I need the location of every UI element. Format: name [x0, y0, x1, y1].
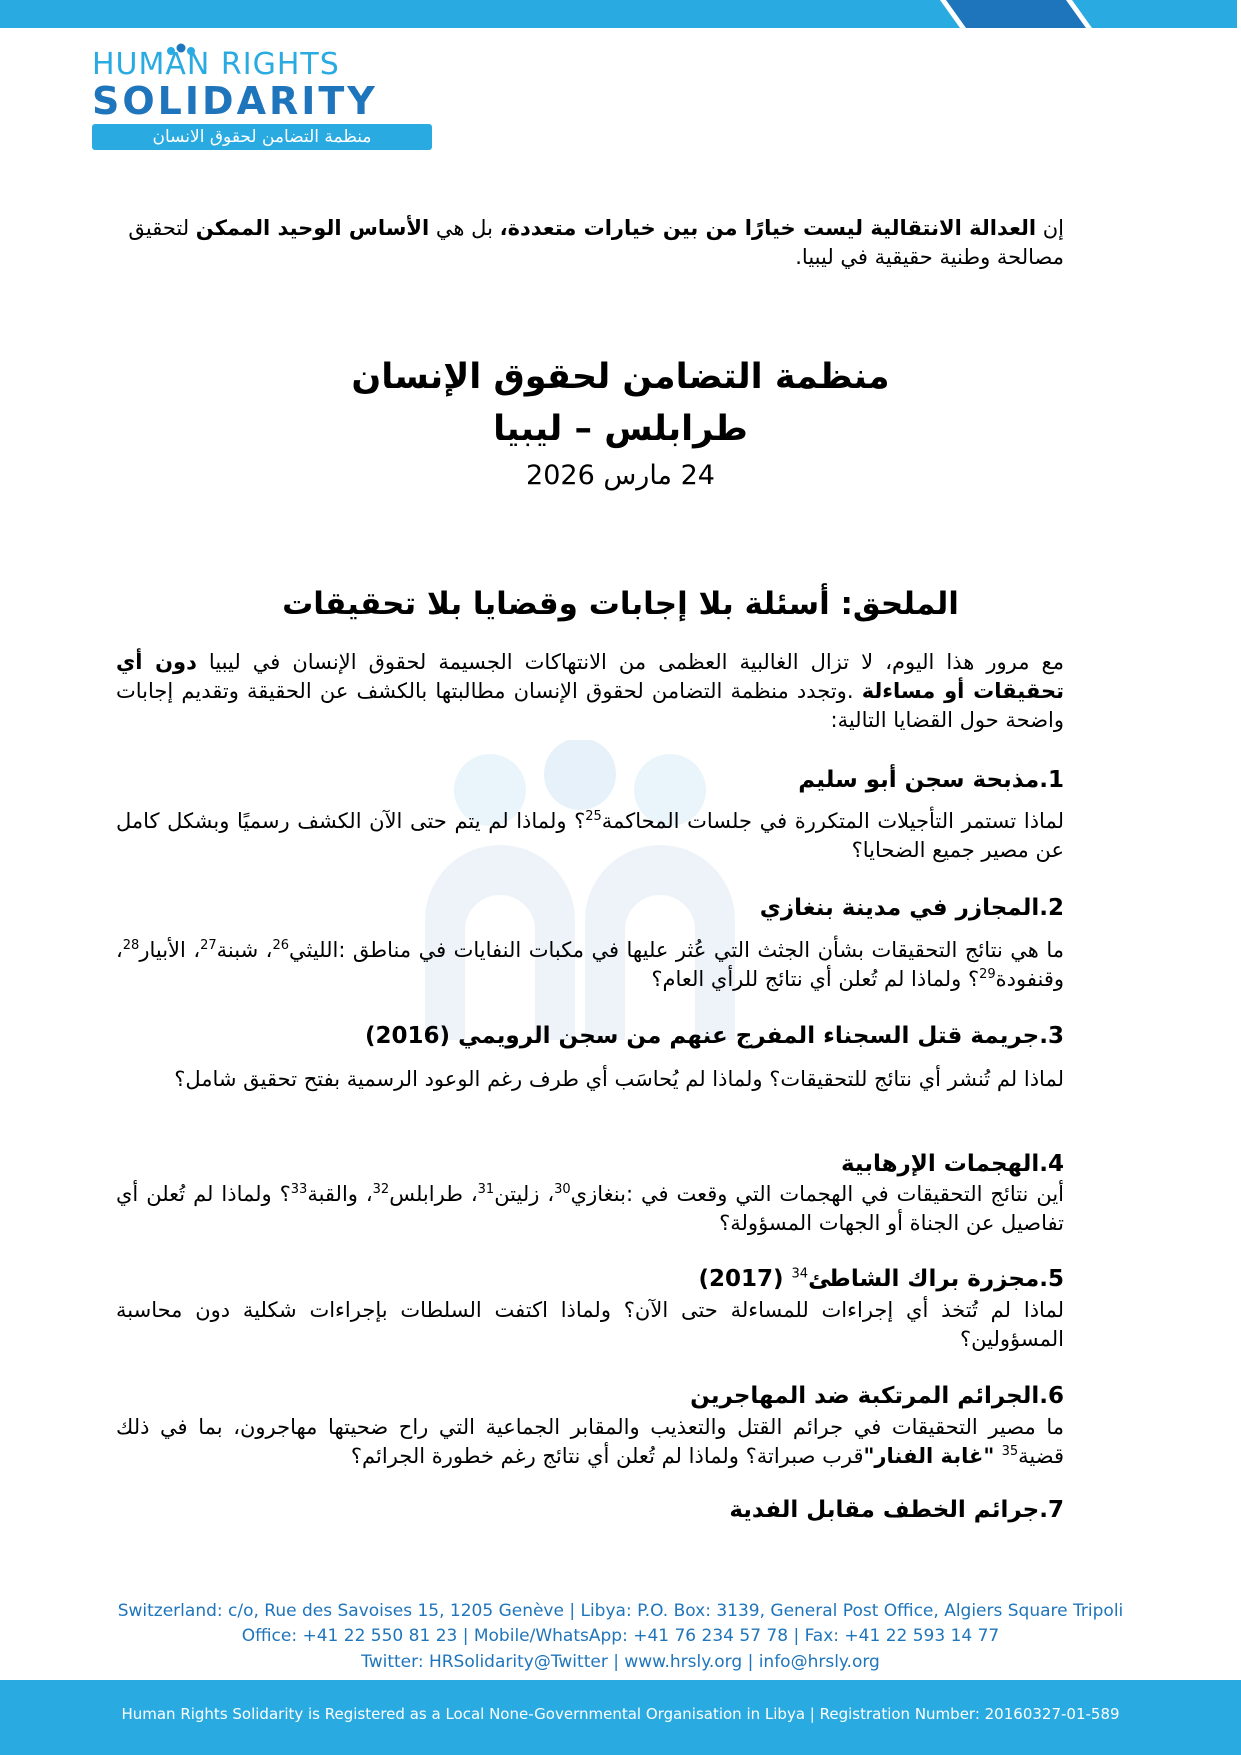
intro-bold-1: العدالة الانتقالية ليست خيارًا من بين خيارات متعددة، — [499, 216, 1037, 240]
footnote-ref[interactable]: 26 — [272, 938, 289, 953]
annex-lead-paragraph — [116, 648, 1064, 735]
footnote-ref[interactable]: 25 — [585, 809, 602, 824]
intro-statement — [116, 214, 1064, 272]
footnote-ref[interactable]: 27 — [200, 938, 217, 953]
footer-address: Switzerland: c/o, Rue des Savoises 15, 1205 Genève | Libya: P.O. Box: 3139, General Post Office, Algiers Square Tripoli — [117, 1601, 1124, 1621]
section-heading-text: 5.مجزرة براك الشاطئ — [808, 1266, 1064, 1292]
section-heading-6: 6.الجرائم المرتكبة ضد المهاجرين — [690, 1383, 1064, 1409]
logo-text-human-rights: HUMAN RIGHTS — [92, 47, 340, 82]
section-text: لماذا لم تُنشر أي نتائج للتحقيقات؟ ولماذا لم يُحاسَب أي طرف رغم الوعود الرسمية بفتح تحقيق شامل؟ — [174, 1067, 1064, 1091]
annex-title: الملحق: أسئلة بلا إجابات وقضايا بلا تحقيقات — [282, 586, 959, 622]
section-text: ، زليتن — [494, 1182, 555, 1206]
city-location: طرابلس – ليبيا — [493, 409, 748, 449]
section-body-5 — [116, 1296, 1064, 1354]
top-banner — [0, 0, 1241, 28]
footnote-ref[interactable]: 31 — [477, 1182, 495, 1197]
section-text: ، وقنفودة — [116, 938, 1064, 991]
footer-online-contacts: Twitter: HRSolidarity@Twitter | www.hrsly.org | info@hrsly.org — [361, 1652, 880, 1672]
lead-text-1: مع مرور هذا اليوم، لا تزال الغالبية العظمى من الانتهاكات الجسيمة لحقوق الإنسان في ليبيا — [208, 650, 1064, 674]
section-text: ؟ ولماذا لم يتم حتى الآن الكشف رسميًا وبشكل كامل عن مصير جميع الضحايا؟ — [116, 809, 1064, 862]
section-text: ، طرابلس — [389, 1182, 478, 1206]
section-text: ؟ ولماذا لم تُعلن أي تفاصيل عن الجناة أو الجهات المسؤولة؟ — [116, 1182, 1064, 1235]
intro-text-2: بل هي — [435, 216, 493, 240]
logo-text-solidarity: SOLIDARITY — [92, 79, 378, 123]
document-date: 24 مارس 2026 — [526, 460, 715, 491]
logo-arabic-tagline: منظمة التضامن لحقوق الانسان — [92, 124, 432, 150]
organization-name: منظمة التضامن لحقوق الإنسان — [351, 357, 890, 397]
registration-notice: Human Rights Solidarity is Registered as a Local None-Governmental Organisation in Libya | Registration Number: 20160327-01-589 — [121, 1705, 1120, 1723]
section-text: قرب صبراتة؟ ولماذا لم تُعلن أي نتائج رغم خطورة الجرائم؟ — [350, 1444, 864, 1468]
footnote-ref[interactable]: 29 — [979, 967, 996, 982]
footnote-ref[interactable]: 34 — [791, 1266, 809, 1282]
section-text: ، الأبيار — [139, 938, 201, 962]
section-text: لماذا تستمر التأجيلات المتكررة في جلسات المحاكمة — [601, 809, 1064, 833]
section-body-3 — [116, 1065, 1064, 1094]
footer-phones: Office: +41 22 550 81 23 | Mobile/WhatsApp: +41 76 234 57 78 | Fax: +41 22 593 14 77 — [241, 1626, 1000, 1646]
section-heading-5 — [116, 1263, 1064, 1295]
section-text: أين نتائج التحقيقات في الهجمات التي وقعت في :بنغازي — [570, 1182, 1065, 1206]
banner-stripe-dark — [946, 0, 1086, 28]
section-heading-7: 7.جرائم الخطف مقابل الفدية — [729, 1497, 1064, 1523]
lead-text-2: .وتجدد منظمة التضامن لحقوق الإنسان مطالبتها بالكشف عن الحقيقة وتقديم إجابات واضحة حول القضايا التالية: — [116, 679, 1064, 732]
intro-bold-2: الأساس الوحيد الممكن — [195, 216, 430, 240]
lead-bold: دون أي تحقيقات أو مساءلة — [116, 650, 1064, 703]
footnote-ref[interactable]: 35 — [1001, 1444, 1019, 1459]
section-body-1 — [116, 807, 1064, 865]
case-name-bold: "غابة الفنار" — [863, 1444, 1002, 1468]
section-heading-4: 4.الهجمات الإرهابية — [840, 1151, 1064, 1177]
section-heading-1: 1.مذبحة سجن أبو سليم — [798, 767, 1064, 793]
section-text: ، شبنة — [216, 938, 273, 962]
intro-text-3: لتحقيق مصالحة وطنية حقيقية في ليبيا. — [128, 216, 1064, 269]
footer-bar — [0, 1680, 1241, 1755]
section-text: ما مصير التحقيقات في جرائم القتل والتعذيب والمقابر الجماعية التي راح ضحيتها مهاجرون، بما في ذلك قضية — [116, 1415, 1064, 1468]
section-body-2 — [116, 936, 1064, 994]
footnote-ref[interactable]: 32 — [372, 1182, 390, 1197]
banner-stripes — [0, 0, 1241, 28]
section-heading-2: 2.المجازر في مدينة بنغازي — [759, 895, 1064, 921]
section-text: لماذا لم تُتخذ أي إجراءات للمساءلة حتى الآن؟ ولماذا اكتفت السلطات بإجراءات شكلية دون محاسبة المسؤولين؟ — [116, 1298, 1064, 1351]
section-text: ، والقبة — [307, 1182, 373, 1206]
intro-text-1: إن — [1042, 216, 1064, 240]
section-heading-year: (2017) — [698, 1266, 792, 1292]
footnote-ref[interactable]: 33 — [290, 1182, 308, 1197]
footnote-ref[interactable]: 28 — [122, 938, 140, 953]
organization-logo — [92, 44, 432, 148]
section-text: ؟ ولماذا لم تُعلن أي نتائج للرأي العام؟ — [651, 967, 980, 991]
footnote-ref[interactable]: 30 — [554, 1182, 571, 1197]
section-heading-3: 3.جريمة قتل السجناء المفرج عنهم من سجن الرويمي (2016) — [365, 1023, 1064, 1049]
section-body-4 — [116, 1180, 1064, 1238]
section-text: ما هي نتائج التحقيقات بشأن الجثث التي عُثر عليها في مكبات النفايات في مناطق :الليثي — [289, 938, 1064, 962]
banner-edge — [1237, 0, 1241, 28]
section-body-6 — [116, 1413, 1064, 1471]
